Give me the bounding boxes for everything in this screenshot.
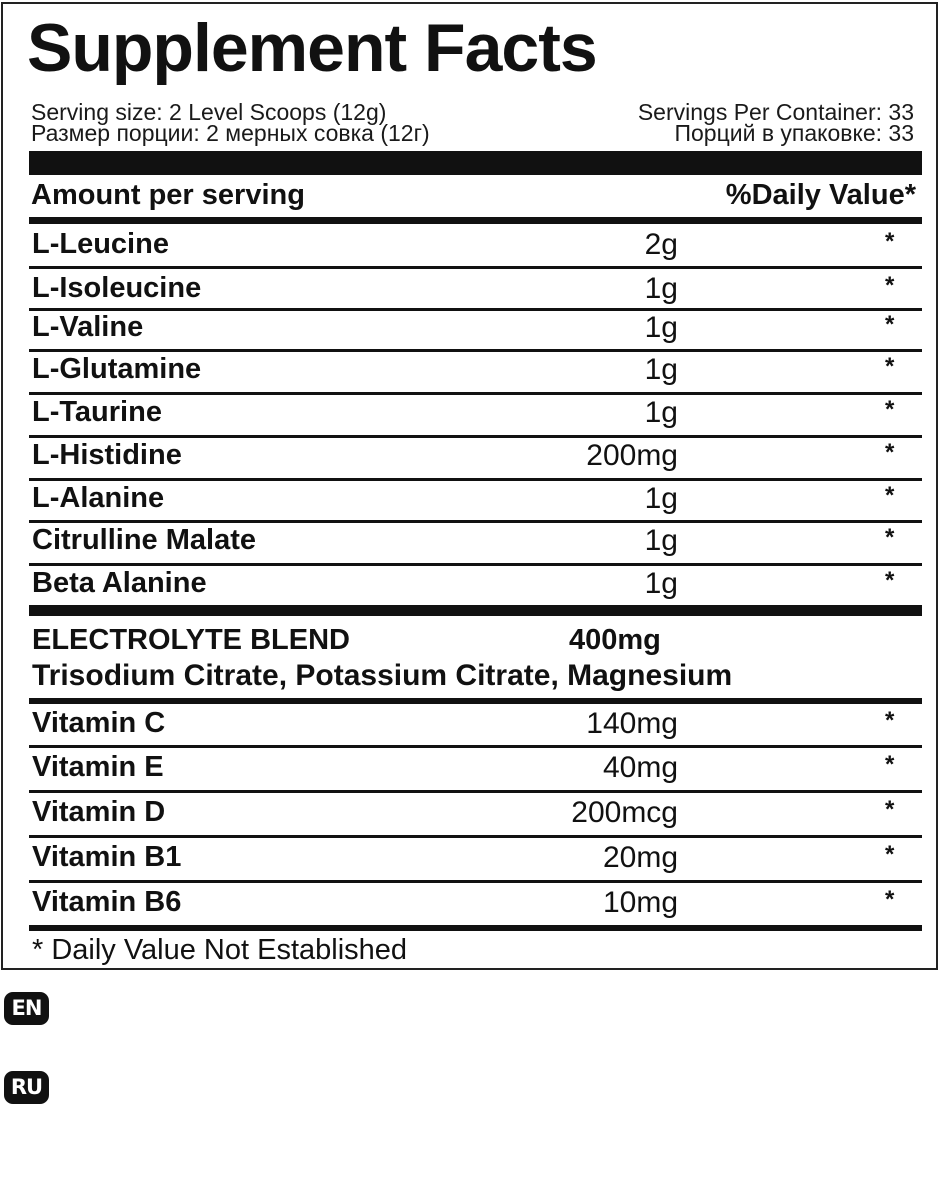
blend-amount: 400mg <box>569 624 661 656</box>
ingredient-name: L-Alanine <box>32 482 165 514</box>
vitamin-daily-value: * <box>885 841 895 868</box>
top-thick-divider <box>29 151 922 175</box>
language-badge-ru: RU <box>4 1071 49 1104</box>
vitamin-amount: 140mg <box>586 707 678 740</box>
vitamin-amount: 20mg <box>602 841 678 874</box>
vitamin-daily-value: * <box>885 796 895 823</box>
row-divider <box>29 880 922 883</box>
row-divider <box>29 392 922 395</box>
ingredient-amount: 1g <box>644 482 678 515</box>
ingredient-daily-value: * <box>885 228 895 255</box>
ingredient-daily-value: * <box>885 396 895 423</box>
vitamin-amount: 10mg <box>602 886 678 919</box>
ingredient-daily-value: * <box>885 311 895 338</box>
serving-size-en: Serving size: 2 Level Scoops (12g) <box>31 99 387 125</box>
row-divider <box>29 308 922 311</box>
vitamin-amount: 40mg <box>602 751 678 784</box>
daily-value-footnote: * Daily Value Not Established <box>32 934 408 966</box>
ingredient-daily-value: * <box>885 272 895 299</box>
row-divider <box>29 266 922 269</box>
vitamin-daily-value: * <box>885 707 895 734</box>
ingredient-amount: 1g <box>644 396 678 429</box>
vitamin-divider <box>29 698 922 704</box>
ingredient-daily-value: * <box>885 439 895 466</box>
amount-per-serving-header: Amount per serving <box>31 179 305 211</box>
vitamin-name: Vitamin E <box>32 751 164 783</box>
row-divider <box>29 435 922 438</box>
ingredient-daily-value: * <box>885 482 895 509</box>
blend-description: Trisodium Citrate, Potassium Citrate, Magnesium <box>32 659 733 692</box>
ingredient-amount: 1g <box>644 524 678 557</box>
label-title: Supplement Facts <box>27 10 597 86</box>
row-divider <box>29 563 922 566</box>
row-divider <box>29 790 922 793</box>
vitamin-daily-value: * <box>885 886 895 913</box>
serving-size-ru: Размер порции: 2 мерных совка (12г) <box>31 120 430 146</box>
ingredient-name: L-Histidine <box>32 439 182 471</box>
ingredient-name: L-Valine <box>32 311 144 343</box>
row-divider <box>29 520 922 523</box>
ingredient-daily-value: * <box>885 353 895 380</box>
ingredient-daily-value: * <box>885 567 895 594</box>
vitamin-name: Vitamin C <box>32 707 166 739</box>
blend-name: ELECTROLYTE BLEND <box>32 624 350 656</box>
blend-thick-divider <box>29 605 922 616</box>
ingredient-name: L-Isoleucine <box>32 272 202 304</box>
vitamin-daily-value: * <box>885 751 895 778</box>
bottom-divider <box>29 925 922 931</box>
row-divider <box>29 835 922 838</box>
vitamin-name: Vitamin D <box>32 796 166 828</box>
header-divider <box>29 217 922 224</box>
ingredient-amount: 1g <box>644 353 678 386</box>
ingredient-amount: 1g <box>644 272 678 305</box>
ingredient-daily-value: * <box>885 524 895 551</box>
servings-per-container-ru: Порций в упаковке: 33 <box>674 120 914 146</box>
row-divider <box>29 349 922 352</box>
vitamin-name: Vitamin B6 <box>32 886 182 918</box>
servings-per-container-en: Servings Per Container: 33 <box>637 99 914 125</box>
daily-value-header: %Daily Value* <box>725 179 916 211</box>
ingredient-name: Citrulline Malate <box>32 524 256 556</box>
ingredient-amount: 1g <box>644 311 678 344</box>
ingredient-name: Beta Alanine <box>32 567 207 599</box>
ingredient-name: L-Leucine <box>32 228 169 260</box>
ingredient-name: L-Glutamine <box>32 353 202 385</box>
ingredient-amount: 1g <box>644 567 678 600</box>
vitamin-name: Vitamin B1 <box>32 841 182 873</box>
supplement-facts-panel <box>1 2 938 970</box>
language-badge-en: EN <box>4 992 49 1025</box>
ingredient-amount: 2g <box>644 228 678 261</box>
row-divider <box>29 478 922 481</box>
ingredient-amount: 200mg <box>586 439 678 472</box>
vitamin-amount: 200mcg <box>571 796 678 829</box>
row-divider <box>29 745 922 748</box>
ingredient-name: L-Taurine <box>32 396 162 428</box>
